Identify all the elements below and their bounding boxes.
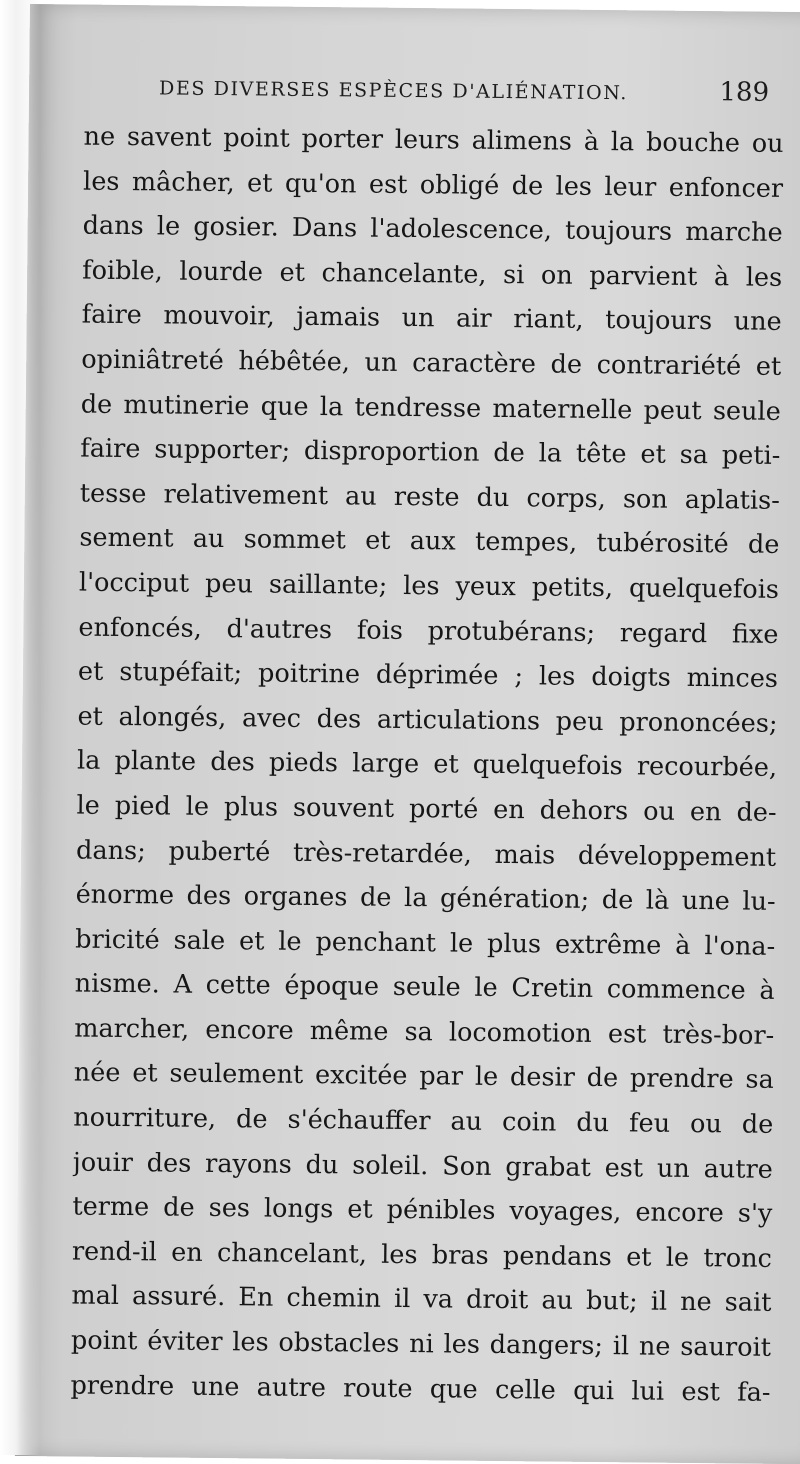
text-line: le pied le plus souvent porté en dehors ou en de- xyxy=(76,790,777,828)
text-line: enfoncés, d'autres fois protubérans; regard fixe xyxy=(78,612,779,650)
text-line: dans; puberté très-retardée, mais développement xyxy=(75,835,777,873)
binding-edge xyxy=(0,0,40,1455)
body-text xyxy=(70,115,784,1415)
text-line: les mâcher, et qu'on est obligé de les leur enfoncer xyxy=(82,166,784,204)
text-line: née et seulement excitée par le desir de prendre sa xyxy=(73,1057,774,1096)
text-line: énorme des organes de la génération; de là une lu- xyxy=(75,879,776,917)
text-line: ne savent point porter leurs alimens à la bouche ou xyxy=(83,121,784,159)
text-line: dans le gosier. Dans l'adolescence, toujours marche xyxy=(82,210,783,249)
running-title: DES DIVERSES ESPÈCES D'ALIÉNATION. xyxy=(159,77,629,105)
text-line: faire supporter; disproportion de la tête et sa peti- xyxy=(80,433,781,472)
text-line: nisme. A cette époque seule le Cretin commence à xyxy=(74,968,775,1007)
text-line: terme de ses longs et pénibles voyages, encore s'y xyxy=(72,1191,773,1230)
text-line: et alongés, avec des articulations peu prononcées; xyxy=(77,701,778,739)
page-number: 189 xyxy=(719,77,770,108)
text-line: nourriture, de s'échauffer au coin du feu ou de xyxy=(73,1102,774,1140)
book-page xyxy=(15,4,800,1464)
text-line: rend-il en chancelant, les bras pendans et le tronc xyxy=(71,1236,773,1274)
text-line: marcher, encore même sa locomotion est très-bor- xyxy=(74,1013,775,1051)
text-line: tesse relativement au reste du corps, son aplatis- xyxy=(79,478,780,516)
text-line: bricité sale et le penchant le plus extrême à l'ona- xyxy=(75,924,776,962)
text-line: opiniâtreté hébêtée, un caractère de contrariété et xyxy=(81,344,782,382)
text-line: sement au sommet et aux tempes, tubérosité de xyxy=(79,522,780,561)
text-line: l'occiput peu saillante; les yeux petits, quelquefois xyxy=(78,567,780,605)
text-line: de mutinerie que la tendresse maternelle peut seule xyxy=(80,389,781,427)
text-line: la plante des pieds large et quelquefois recourbée, xyxy=(76,745,778,784)
text-line: jouir des rayons du soleil. Son grabat est un autre xyxy=(72,1147,773,1185)
text-line: et stupéfait; poitrine déprimée ; les doigts minces xyxy=(77,656,779,694)
text-line: foible, lourde et chancelante, si on parvient à les xyxy=(82,255,783,293)
text-line: faire mouvoir, jamais un air riant, toujours une xyxy=(81,299,782,338)
page-header xyxy=(159,67,799,114)
text-line: mal assuré. En chemin il va droit au but; il ne sait xyxy=(71,1280,772,1319)
text-line: point éviter les obstacles ni les dangers; il ne sauroit xyxy=(70,1325,772,1363)
text-line: prendre une autre route que celle qui lui est fa- xyxy=(70,1370,771,1408)
